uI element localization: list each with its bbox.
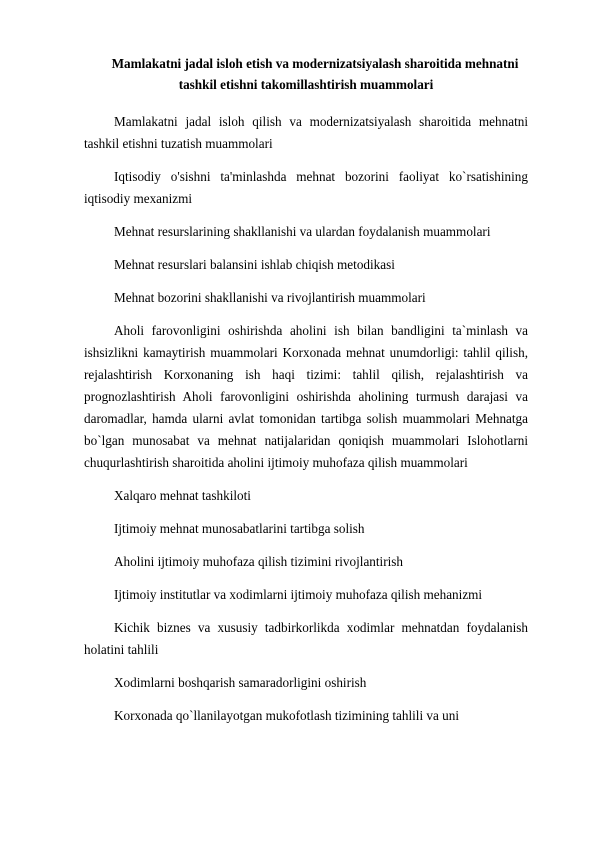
paragraph-13: Korxonada qo`llanilayotgan mukofotlash tizimining tahlili va uni <box>114 708 460 723</box>
paragraph-4: Mehnat resurslari balansini ishlab chiqish metodikasi <box>114 257 395 272</box>
document-title <box>84 53 528 95</box>
paragraph-2: Iqtisodiy o'sishni ta'minlashda mehnat bozorini faoliyat ko`rsatishining iqtisodiy mexanizmi <box>84 169 528 206</box>
title-line-2: tashkil etishni takomillashtirish muammolari <box>178 77 434 92</box>
paragraph-6: Aholi farovonligini oshirishda aholini ish bilan bandligini ta`minlash va ishsizlikni kamaytirish muammolari Korxonada mehnat unumdorligi: tahlil qilish, rejalashtirish Korxonaning ish haqi tizimi: tahlil qilish, rejalashtirish va prognozlashtirish Aholi farovonligini oshirishda aholining turmush darajasi va daromadlar, hamda ularni avlat tomonidan tartibga solish muammolari Mehnatga bo`lgan munosabat va mehnat natijalaridan qoniqish muammolari Islohotlarni chuqurlashtirish sharoitida aholini ijtimoiy muhofaza qilish muammolari <box>84 323 528 470</box>
paragraph-5: Mehnat bozorini shakllanishi va rivojlantirish muammolari <box>114 290 426 305</box>
paragraph-7: Xalqaro mehnat tashkiloti <box>114 488 251 503</box>
paragraph-3: Mehnat resurslarining shakllanishi va ulardan foydalanish muammolari <box>114 224 491 239</box>
paragraph-8: Ijtimoiy mehnat munosabatlarini tartibga solish <box>114 521 365 536</box>
title-line-1: Mamlakatni jadal isloh etish va modernizatsiyalash sharoitida mehnatni <box>111 56 519 71</box>
document-body <box>84 111 528 738</box>
paragraph-9: Aholini ijtimoiy muhofaza qilish tizimini rivojlantirish <box>114 554 403 569</box>
paragraph-11: Kichik biznes va xususiy tadbirkorlikda xodimlar mehnatdan foydalanish holatini tahlili <box>84 620 528 657</box>
paragraph-12: Xodimlarni boshqarish samaradorligini oshirish <box>114 675 367 690</box>
paragraph-10: Ijtimoiy institutlar va xodimlarni ijtimoiy muhofaza qilish mehanizmi <box>114 587 483 602</box>
paragraph-1: Mamlakatni jadal isloh qilish va modernizatsiyalash sharoitida mehnatni tashkil etishni tuzatish muammolari <box>84 114 528 151</box>
